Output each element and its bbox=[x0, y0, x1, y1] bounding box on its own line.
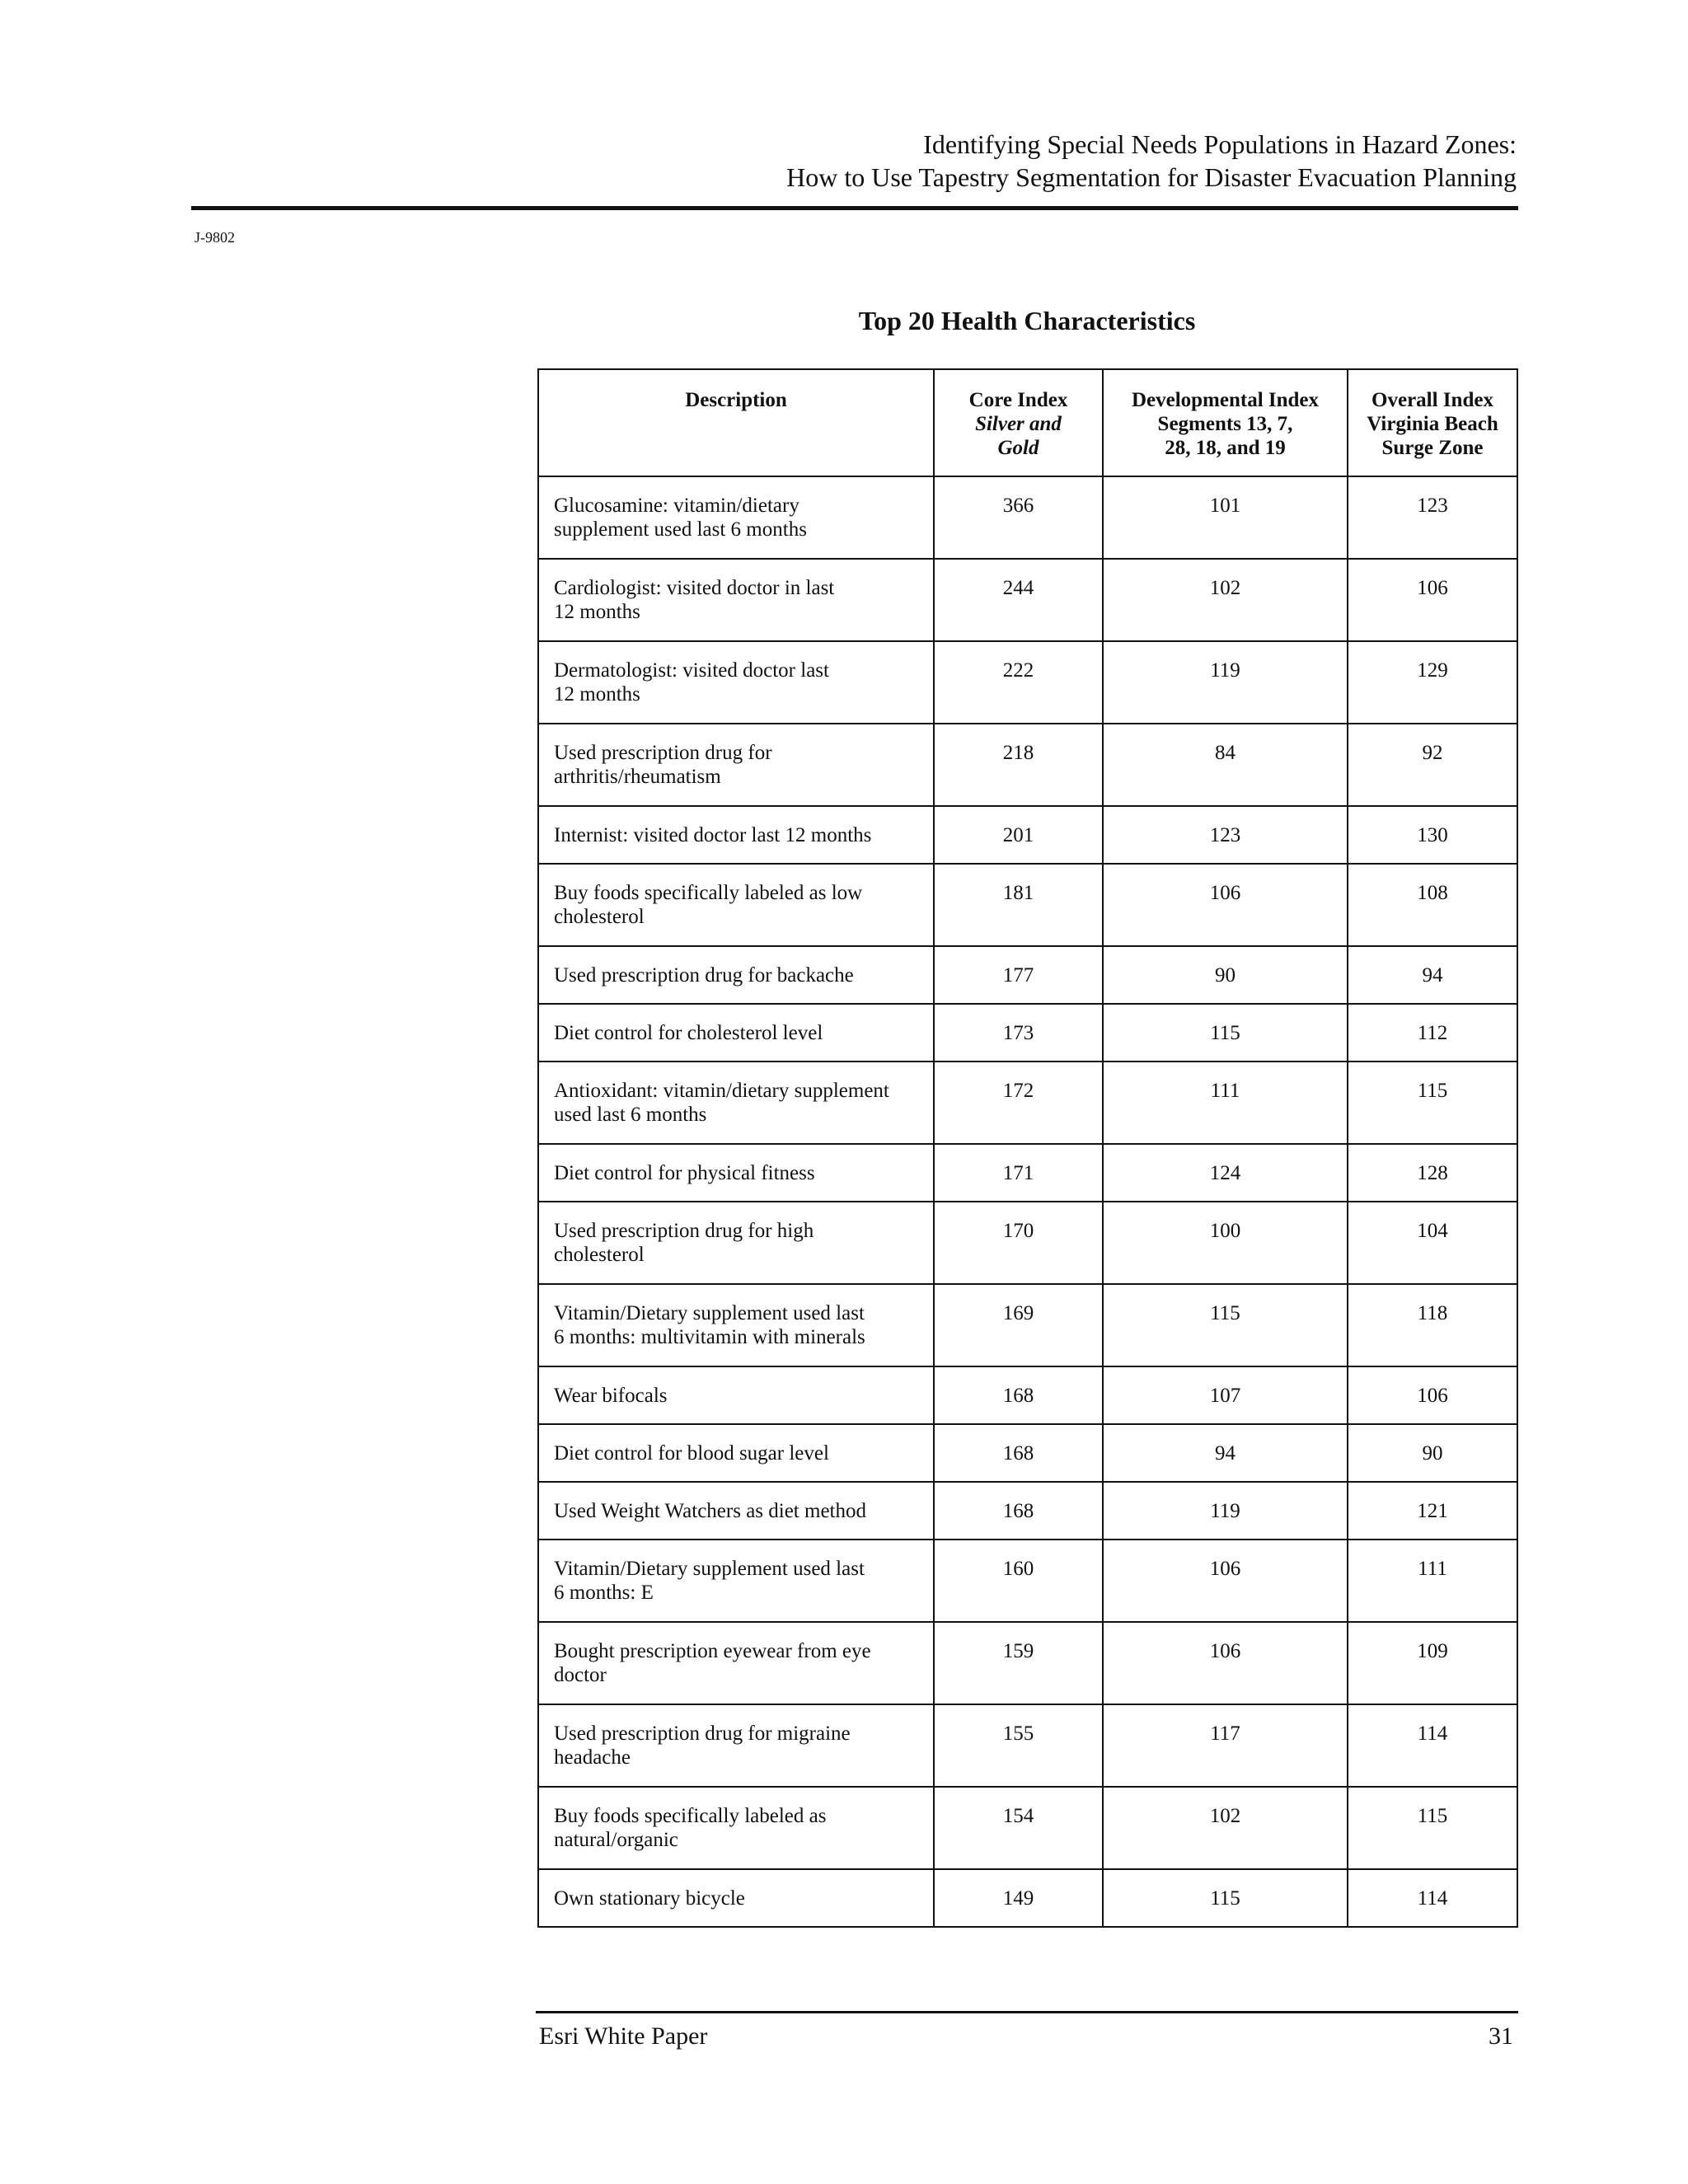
page-header bbox=[191, 128, 1517, 194]
table-row bbox=[538, 1482, 1517, 1540]
table-row bbox=[538, 1144, 1517, 1202]
overall-index-cell: 94 bbox=[1348, 946, 1517, 1004]
developmental-index-cell: 106 bbox=[1103, 1622, 1348, 1704]
description-line: Antioxidant: vitamin/dietary supplement bbox=[554, 1080, 889, 1102]
overall-index-cell: 128 bbox=[1348, 1144, 1517, 1202]
overall-index-cell: 114 bbox=[1348, 1869, 1517, 1927]
core-index-cell: 172 bbox=[934, 1062, 1103, 1144]
column-header-description bbox=[538, 369, 934, 476]
overall-index-cell: 109 bbox=[1348, 1622, 1517, 1704]
core-index-cell: 181 bbox=[934, 864, 1103, 946]
developmental-index-cell: 123 bbox=[1103, 806, 1348, 864]
core-index-cell: 168 bbox=[934, 1366, 1103, 1424]
developmental-index-cell: 115 bbox=[1103, 1869, 1348, 1927]
overall-index-cell: 108 bbox=[1348, 864, 1517, 946]
description-cell bbox=[538, 559, 934, 641]
table-row bbox=[538, 864, 1517, 946]
core-index-cell: 366 bbox=[934, 476, 1103, 559]
overall-index-cell: 115 bbox=[1348, 1062, 1517, 1144]
description-cell bbox=[538, 1869, 934, 1927]
column-subtitle: Virginia Beach bbox=[1367, 413, 1498, 435]
core-index-cell: 173 bbox=[934, 1004, 1103, 1062]
description-line: cholesterol bbox=[554, 906, 645, 928]
developmental-index-cell: 107 bbox=[1103, 1366, 1348, 1424]
core-index-cell: 155 bbox=[934, 1704, 1103, 1787]
description-cell bbox=[538, 1704, 934, 1787]
table-row bbox=[538, 1062, 1517, 1144]
table-row bbox=[538, 1004, 1517, 1062]
table-body bbox=[538, 476, 1517, 1927]
description-line: Internist: visited doctor last 12 months bbox=[554, 824, 872, 846]
overall-index-cell: 121 bbox=[1348, 1482, 1517, 1540]
overall-index-cell: 118 bbox=[1348, 1284, 1517, 1366]
overall-index-cell: 129 bbox=[1348, 641, 1517, 724]
description-line: arthritis/rheumatism bbox=[554, 766, 721, 788]
description-line: cholesterol bbox=[554, 1244, 645, 1266]
overall-index-cell: 130 bbox=[1348, 806, 1517, 864]
overall-index-cell: 114 bbox=[1348, 1704, 1517, 1787]
table-row bbox=[538, 1704, 1517, 1787]
core-index-cell: 218 bbox=[934, 724, 1103, 806]
developmental-index-cell: 100 bbox=[1103, 1202, 1348, 1284]
description-cell bbox=[538, 864, 934, 946]
developmental-index-cell: 115 bbox=[1103, 1004, 1348, 1062]
overall-index-cell: 115 bbox=[1348, 1787, 1517, 1869]
table-row bbox=[538, 1869, 1517, 1927]
column-header-developmental-index bbox=[1103, 369, 1348, 476]
description-line: natural/organic bbox=[554, 1829, 678, 1851]
description-line: used last 6 months bbox=[554, 1104, 707, 1126]
description-line: Diet control for blood sugar level bbox=[554, 1442, 829, 1465]
description-line: Used Weight Watchers as diet method bbox=[554, 1500, 866, 1522]
footer-page-number: 31 bbox=[1489, 2022, 1513, 2050]
description-cell bbox=[538, 1424, 934, 1482]
core-index-cell: 170 bbox=[934, 1202, 1103, 1284]
description-cell bbox=[538, 1202, 934, 1284]
developmental-index-cell: 117 bbox=[1103, 1704, 1348, 1787]
table-row bbox=[538, 641, 1517, 724]
table-row bbox=[538, 1202, 1517, 1284]
table-row bbox=[538, 806, 1517, 864]
health-characteristics-table bbox=[537, 368, 1518, 1928]
overall-index-cell: 123 bbox=[1348, 476, 1517, 559]
description-cell bbox=[538, 1366, 934, 1424]
developmental-index-cell: 106 bbox=[1103, 864, 1348, 946]
header-line-2: How to Use Tapestry Segmentation for Disaster Evacuation Planning bbox=[786, 162, 1517, 192]
description-line: Own stationary bicycle bbox=[554, 1887, 745, 1910]
description-line: Diet control for physical fitness bbox=[554, 1162, 815, 1184]
description-line: Vitamin/Dietary supplement used last bbox=[554, 1302, 865, 1324]
table-row bbox=[538, 476, 1517, 559]
header-rule bbox=[191, 206, 1518, 210]
core-index-cell: 168 bbox=[934, 1482, 1103, 1540]
description-line: Wear bifocals bbox=[554, 1385, 668, 1407]
description-line: 12 months bbox=[554, 683, 640, 705]
table-row bbox=[538, 1424, 1517, 1482]
description-cell bbox=[538, 1482, 934, 1540]
overall-index-cell: 111 bbox=[1348, 1540, 1517, 1622]
description-cell bbox=[538, 1062, 934, 1144]
document-code: J-9802 bbox=[195, 229, 235, 246]
core-index-cell: 222 bbox=[934, 641, 1103, 724]
table-header-row bbox=[538, 369, 1517, 476]
description-line: 6 months: multivitamin with minerals bbox=[554, 1326, 865, 1348]
core-index-cell: 169 bbox=[934, 1284, 1103, 1366]
column-header-core-index bbox=[934, 369, 1103, 476]
developmental-index-cell: 115 bbox=[1103, 1284, 1348, 1366]
core-index-cell: 177 bbox=[934, 946, 1103, 1004]
core-index-cell: 160 bbox=[934, 1540, 1103, 1622]
description-line: supplement used last 6 months bbox=[554, 518, 807, 541]
overall-index-cell: 104 bbox=[1348, 1202, 1517, 1284]
description-cell bbox=[538, 806, 934, 864]
table-row bbox=[538, 724, 1517, 806]
developmental-index-cell: 101 bbox=[1103, 476, 1348, 559]
column-subtitle: 28, 18, and 19 bbox=[1165, 437, 1286, 459]
description-line: Buy foods specifically labeled as bbox=[554, 1805, 827, 1827]
description-line: Cardiologist: visited doctor in last bbox=[554, 577, 835, 599]
core-index-cell: 171 bbox=[934, 1144, 1103, 1202]
header-line-1: Identifying Special Needs Populations in Hazard Zones: bbox=[923, 129, 1517, 159]
overall-index-cell: 90 bbox=[1348, 1424, 1517, 1482]
core-index-cell: 159 bbox=[934, 1622, 1103, 1704]
description-cell bbox=[538, 1284, 934, 1366]
table-row bbox=[538, 1366, 1517, 1424]
column-subtitle: Segments 13, 7, bbox=[1157, 413, 1293, 435]
description-line: Bought prescription eyewear from eye bbox=[554, 1640, 871, 1662]
overall-index-cell: 106 bbox=[1348, 1366, 1517, 1424]
table-row bbox=[538, 946, 1517, 1004]
description-line: doctor bbox=[554, 1664, 607, 1686]
description-line: Diet control for cholesterol level bbox=[554, 1022, 823, 1044]
description-cell bbox=[538, 946, 934, 1004]
overall-index-cell: 106 bbox=[1348, 559, 1517, 641]
description-cell bbox=[538, 476, 934, 559]
description-line: Used prescription drug for backache bbox=[554, 964, 854, 987]
developmental-index-cell: 102 bbox=[1103, 1787, 1348, 1869]
developmental-index-cell: 124 bbox=[1103, 1144, 1348, 1202]
description-line: 12 months bbox=[554, 601, 640, 623]
description-line: headache bbox=[554, 1746, 631, 1769]
column-subtitle: Silver and bbox=[975, 413, 1062, 435]
description-cell bbox=[538, 1540, 934, 1622]
developmental-index-cell: 106 bbox=[1103, 1540, 1348, 1622]
developmental-index-cell: 90 bbox=[1103, 946, 1348, 1004]
table-row bbox=[538, 1622, 1517, 1704]
table-title: Top 20 Health Characteristics bbox=[858, 306, 1196, 335]
column-title: Core Index bbox=[968, 389, 1068, 411]
description-line: Glucosamine: vitamin/dietary bbox=[554, 494, 799, 517]
table-row bbox=[538, 1284, 1517, 1366]
description-line: Used prescription drug for high bbox=[554, 1220, 814, 1242]
description-line: Used prescription drug for bbox=[554, 742, 772, 764]
footer-publication: Esri White Paper bbox=[539, 2022, 708, 2050]
table-row bbox=[538, 1540, 1517, 1622]
core-index-cell: 168 bbox=[934, 1424, 1103, 1482]
core-index-cell: 154 bbox=[934, 1787, 1103, 1869]
description-line: Dermatologist: visited doctor last bbox=[554, 659, 829, 682]
description-cell bbox=[538, 1144, 934, 1202]
column-title: Developmental Index bbox=[1131, 389, 1320, 411]
description-line: Buy foods specifically labeled as low bbox=[554, 882, 863, 904]
description-cell bbox=[538, 724, 934, 806]
overall-index-cell: 112 bbox=[1348, 1004, 1517, 1062]
developmental-index-cell: 94 bbox=[1103, 1424, 1348, 1482]
core-index-cell: 149 bbox=[934, 1869, 1103, 1927]
description-cell bbox=[538, 1787, 934, 1869]
column-title: Overall Index bbox=[1372, 389, 1493, 411]
overall-index-cell: 92 bbox=[1348, 724, 1517, 806]
table-row bbox=[538, 559, 1517, 641]
description-line: 6 months: E bbox=[554, 1582, 654, 1604]
developmental-index-cell: 119 bbox=[1103, 1482, 1348, 1540]
core-index-cell: 201 bbox=[934, 806, 1103, 864]
description-cell bbox=[538, 641, 934, 724]
developmental-index-cell: 102 bbox=[1103, 559, 1348, 641]
footer-rule bbox=[536, 2011, 1518, 2013]
description-line: Vitamin/Dietary supplement used last bbox=[554, 1558, 865, 1580]
developmental-index-cell: 119 bbox=[1103, 641, 1348, 724]
description-cell bbox=[538, 1004, 934, 1062]
column-subtitle: Gold bbox=[997, 437, 1039, 459]
column-header-overall-index bbox=[1348, 369, 1517, 476]
column-subtitle: Surge Zone bbox=[1381, 437, 1484, 459]
column-title: Description bbox=[685, 389, 787, 411]
description-cell bbox=[538, 1622, 934, 1704]
table-row bbox=[538, 1787, 1517, 1869]
description-line: Used prescription drug for migraine bbox=[554, 1722, 851, 1745]
developmental-index-cell: 111 bbox=[1103, 1062, 1348, 1144]
core-index-cell: 244 bbox=[934, 559, 1103, 641]
developmental-index-cell: 84 bbox=[1103, 724, 1348, 806]
